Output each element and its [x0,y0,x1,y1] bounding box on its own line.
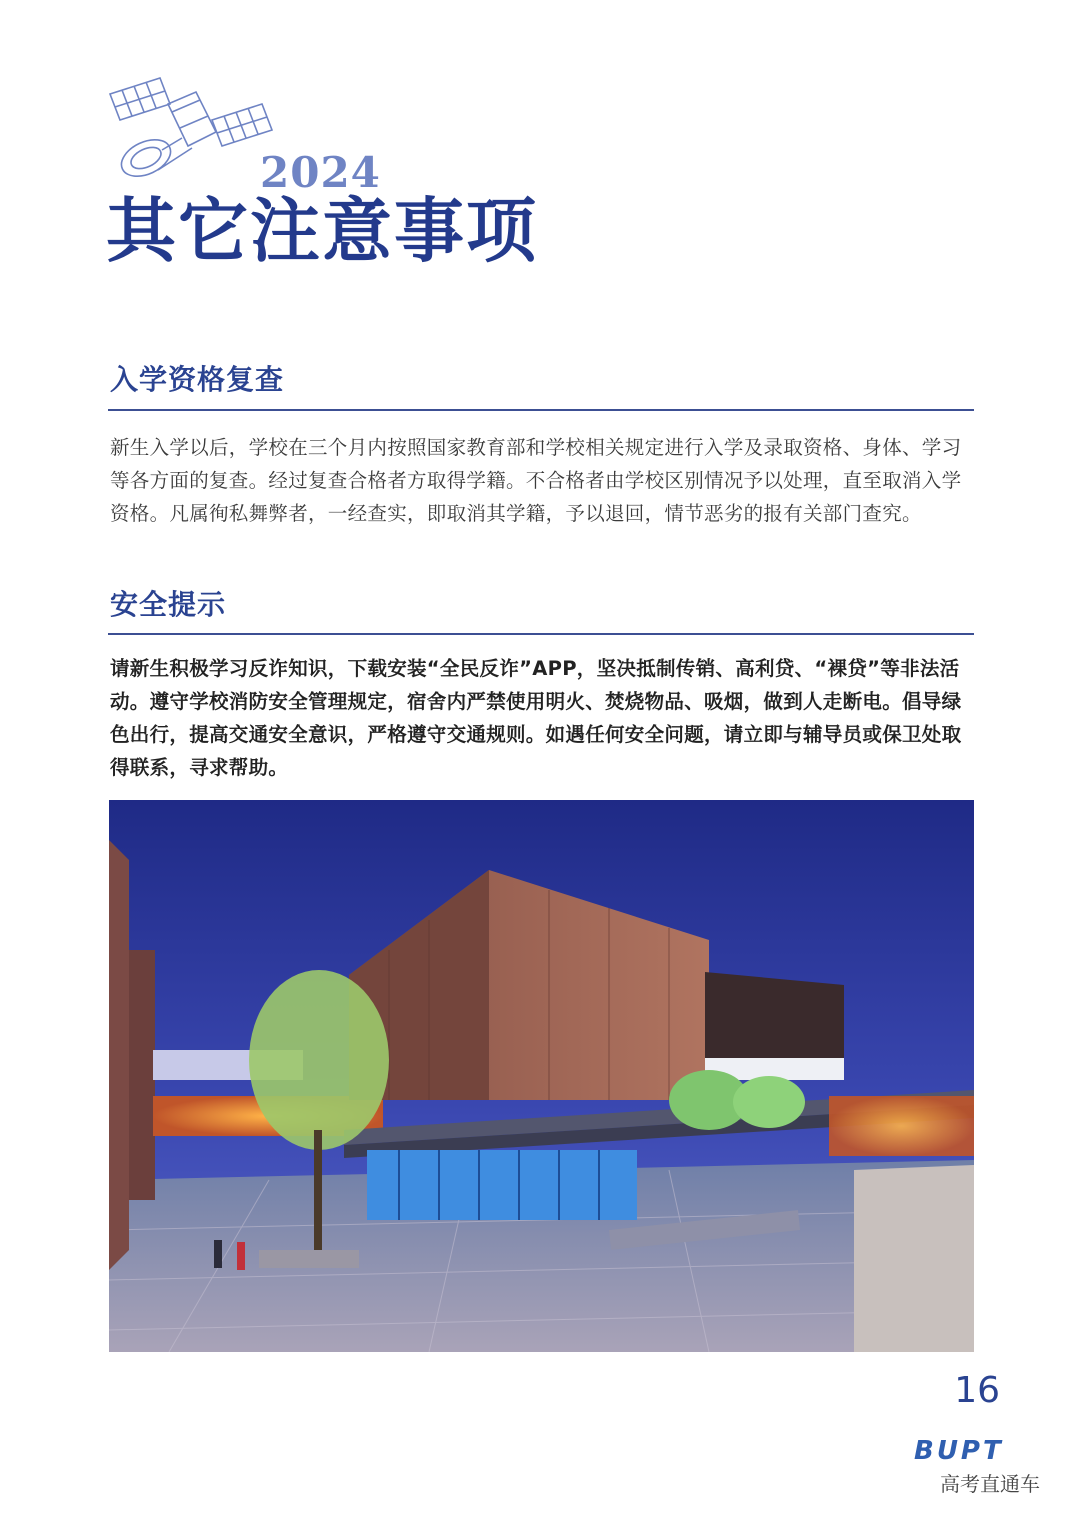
satellite-icon [104,74,284,194]
section-divider [108,633,974,635]
enrollment-review-text: 新生入学以后，学校在三个月内按照国家教育部和学校相关规定进行入学及录取资格、身体、学习等各方面的复查。经过复查合格者方取得学籍。不合格者由学校区别情况予以处理，直至取消入学资格。凡属徇私舞弊者，一经查实，即取消其学籍，予以退回，情节恶劣的报有关部门查究。 [110,436,962,525]
watermark-text: 高考直通车 [940,1472,1040,1496]
page-title: 其它注意事项 [106,190,538,272]
section-title-safety-tips: 安全提示 [110,588,227,621]
bupt-logo: BUPT [914,1436,1004,1466]
safety-tips-text: 请新生积极学习反诈知识，下载安装“全民反诈”APP，坚决抵制传销、高利贷、“裸贷”等非法活动。遵守学校消防安全管理规定，宿舍内严禁使用明火、焚烧物品、吸烟，做到人走断电。倡导绿色出行，提高交通安全意识，严格遵守交通规则。如遇任何安全问题，请立即与辅导员或保卫处取得联系，寻求帮助。 [110,657,962,779]
year-label: 2024 [260,148,381,197]
page-number: 16 [954,1370,1000,1411]
section-divider [108,409,974,411]
campus-night-photo [109,800,974,1352]
section-title-enrollment-review: 入学资格复查 [110,363,285,396]
